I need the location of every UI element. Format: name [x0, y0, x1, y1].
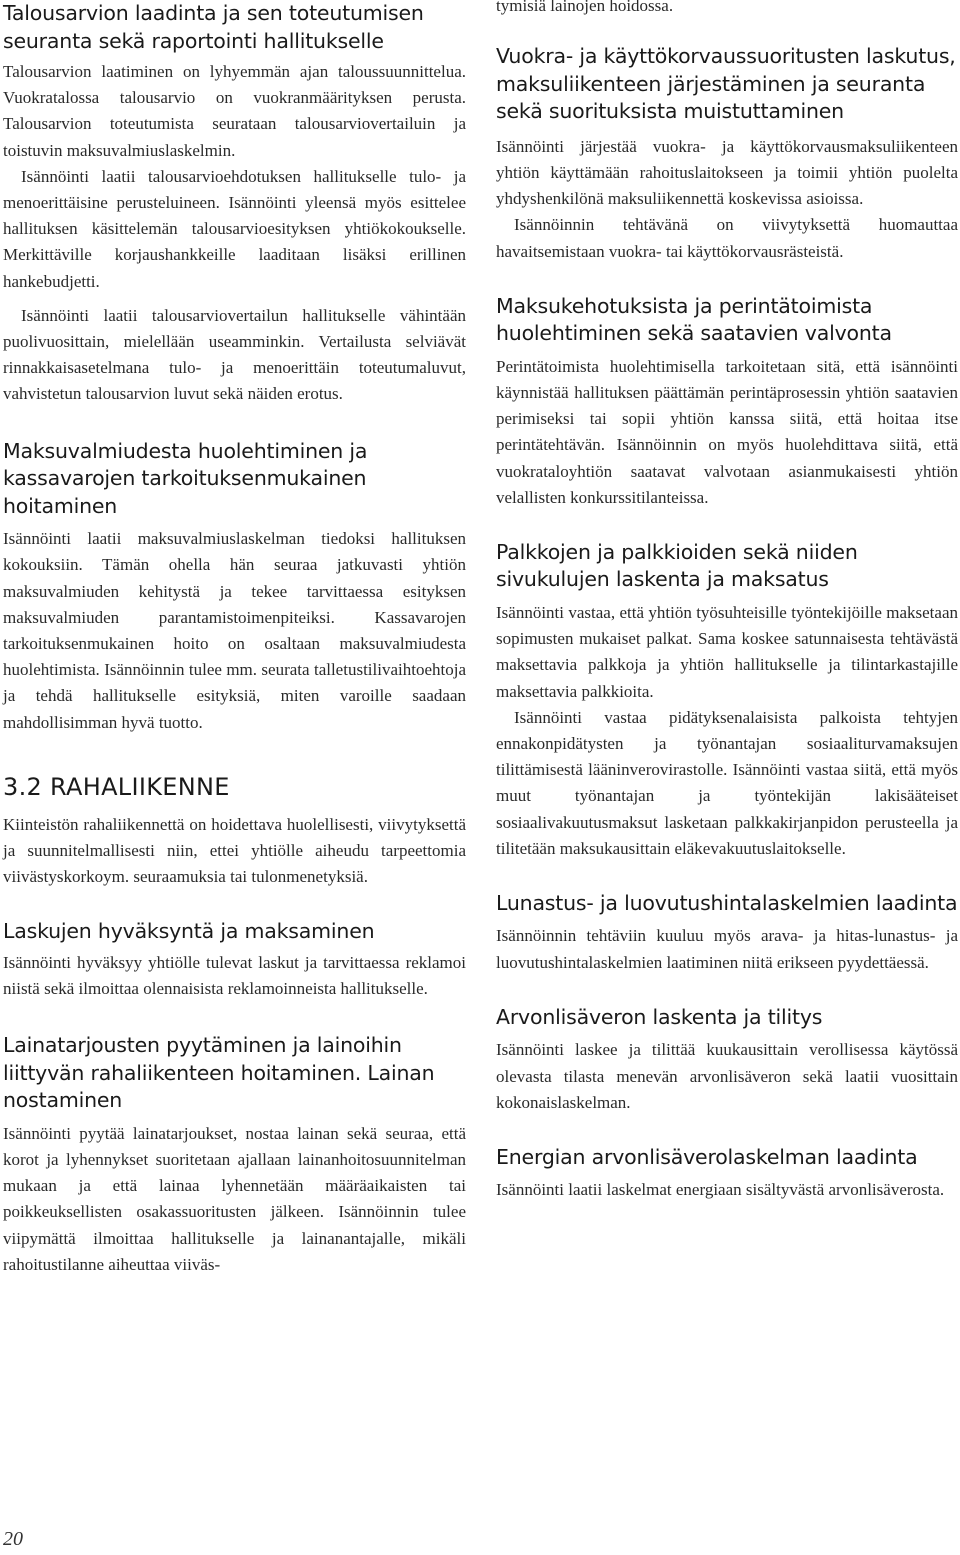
heading-rent: Vuokra- ja käyttökorvaussuoritusten laskutus, maksuliikenteen järjestäminen ja seuranta sekä suorituksista muistuttaminen: [496, 44, 956, 124]
heading-section-3-2: 3.2 RAHALIIKENNE: [3, 772, 230, 801]
paragraph-budget-2: Isännöinti laatii talousarvioehdotuksen hallitukselle tulo- ja menoerittäisine perusteluineen. Isännöinti yleensä myös esittelee hallituksen käsittelemän talousarvioesityksen yhtiökokoukselle. Merkittäville korjaushankkeille laaditaan lisäksi erillinen hankebudjetti.: [3, 166, 466, 291]
heading-liquidity: Maksuvalmiudesta huolehtiminen ja kassavarojen tarkoituksenmukainen hoitaminen: [3, 438, 368, 518]
paragraph-invoices: Isännöinti hyväksyy yhtiölle tulevat laskut ja tarvittaessa reklamoi niistä sekä ilmoittaa olennaisista reklamoinneista hallitukselle.: [3, 952, 466, 999]
right-column: [496, 0, 958, 1204]
paragraph-reminders: Perintätoimista huolehtimisella tarkoitetaan sitä, että isännöinti käynnistää hallituksen päättämän perintäprosessin yhtiön saatavien perimiseksi tai sopii yhtiön kanssa siitä, että hoitaa itse perintätehtävän. Isännöinnin on myös huolehdittava siitä, että vuokrataloyhtiön saatavat valvotaan asianmukaisesti yhtiön velallisten konkurssitilanteissa.: [496, 356, 958, 507]
paragraph-salaries-1: Isännöinti vastaa, että yhtiön työsuhteisille työntekijöille maksetaan sopimusten mukaiset palkat. Sama koskee satunnaisesta tehtävästä maksettavia palkkoja ja yhtiön hallitukselle ja tilintarkastajille maksettavia palkkioita.: [496, 602, 958, 701]
paragraph-rent-1: Isännöinti järjestää vuokra- ja käyttökorvausmaksuliikenteen yhtiön käyttämään rahoituslaitokseen ja toimii yhtiön puolelta yhdyshenkilönä maksuliikennettä koskevissa asioissa.: [496, 136, 958, 209]
section-energy: [496, 1144, 958, 1204]
heading-invoices: Laskujen hyväksyntä ja maksaminen: [3, 919, 375, 944]
paragraph-vat: Isännöinti laskee ja tilittää kuukausittain verollisessa käytössä olevasta tilasta menevän arvonlisäveron sekä laatii vuosittain kokonaislaskelman.: [496, 1040, 958, 1112]
paragraph-salaries-2: Isännöinti vastaa pidätyksenalaisista palkoista tehtyjen ennakonpidätysten ja työnantajan sosiaaliturvamaksujen tilittämisestä lääninverovirastolle. Isännöinti vastaa siitä, että myös muut työnantajan ja työntekijän lakisääteiset sosiaalivakuutusmaksut lasketaan palkkakirjanpidon perusteella ja tilitetään maksukausittain eläkevakuutuslaitokselle.: [496, 707, 958, 858]
heading-energy: Energian arvonlisäverolaskelman laadinta: [496, 1144, 918, 1169]
paragraph-redemption: Isännöinnin tehtäviin kuuluu myös arava- ja hitas-lunastus- ja luovutushintalaskelmien laatiminen niitä erikseen pyydettäessä.: [496, 926, 958, 972]
paragraph-energy: Isännöinti laatii laskelmat energiaan sisältyvästä arvonlisäverosta.: [496, 1180, 945, 1200]
heading-reminders: Maksukehotuksista ja perintätoimista huolehtiminen sekä saatavien valvonta: [496, 293, 892, 346]
section-vat: [496, 1004, 958, 1116]
section-reminders: [496, 293, 958, 511]
paragraph-section-3-2: Kiinteistön rahaliikennettä on hoidettava huolellisesti, viivytyksettä ja suunnitelmallisesti niin, ettei yhtiölle aiheudu tarpeettomia viivästyskorkoym. seuraamuksia tai tulonmenetyksiä.: [3, 814, 466, 887]
heading-vat: Arvonlisäveron laskenta ja tilitys: [496, 1004, 823, 1029]
section-rent: [496, 43, 958, 265]
heading-salaries: Palkkojen ja palkkioiden sekä niiden sivukulujen laskenta ja maksatus: [496, 539, 858, 592]
section-loans: [3, 1032, 466, 1278]
heading-budget: Talousarvion laadinta ja sen toteutumisen seuranta sekä raportointi hallitukselle: [3, 1, 424, 53]
paragraph-loans: Isännöinti pyytää lainatarjoukset, nostaa lainan sekä seuraa, että korot ja lyhennykset suoritetaan ajallaan lainanhoitosuunnitelman mukaan ja että lainaa lyhennetään määräaikaisten tai poikkeuksellisten osakassuoritusten jälkeen. Isännöinnin tulee viipymättä ilmoittaa hallitukselle ja lainanantajalle, mikäli rahoitustilanne aiheuttaa viiväs-: [3, 1123, 466, 1274]
paragraph-budget-3: Isännöinti laatii talousarviovertailun hallitukselle vähintään puolivuosittain, mielellään useamminkin. Vertailusta selviävät rinnakkaisasetelmana tulo- ja menoerittäin toteutumaluvut, vahvistetun talousarvion luvut sekä näiden erotus.: [3, 305, 466, 404]
heading-redemption: Lunastus- ja luovutushintalaskelmien laadinta: [496, 890, 958, 915]
paragraph-rent-2: Isännöinnin tehtävänä on viivytyksettä huomauttaa havaitsemistaan vuokra- tai käyttökorvausrästeistä.: [496, 215, 958, 261]
paragraph-liquidity: Isännöinti laatii maksuvalmiuslaskelman tiedoksi hallituksen kokouksiin. Tämän ohella hän seuraa jatkuvasti yhtiön maksuvalmiuden kehitystä ja tekee tarvittaessa esityksen maksuvalmiuden parantamistoimenpiteiksi. Kassavarojen tarkoituksenmukainen hoito on osaltaan maksuvalmiudesta huolehtimista. Isännöinnin tulee mm. seurata talletustilivaihtoehtoja ja tehdä hallitukselle esityksiä, miten varoille saadaan mahdollisimman hyvä tuotto.: [3, 529, 466, 732]
paragraph-loans-continued: tymisiä lainojen hoidossa.: [496, 0, 674, 15]
paragraph-budget-1: Talousarvion laatiminen on lyhyemmän ajan taloussuunnittelua. Vuokratalossa talousarvio on vuokranmäärityksen perusta. Talousarvion toteutumista seurataan talousarviovertailuin ja toistuvin maksuvalmiuslaskelmin.: [3, 62, 466, 160]
section-budget: [3, 0, 466, 408]
section-salaries: [496, 539, 958, 862]
heading-loans: Lainatarjousten pyytäminen ja lainoihin liittyvän rahaliikenteen hoitaminen. Lainan nostaminen: [3, 1033, 435, 1113]
section-redemption: [496, 890, 958, 976]
section-cash-flow: [3, 772, 466, 891]
page-number: 20: [3, 1528, 23, 1550]
section-invoices: [3, 918, 466, 1002]
section-liquidity: [3, 438, 466, 736]
left-column: [3, 0, 466, 1278]
